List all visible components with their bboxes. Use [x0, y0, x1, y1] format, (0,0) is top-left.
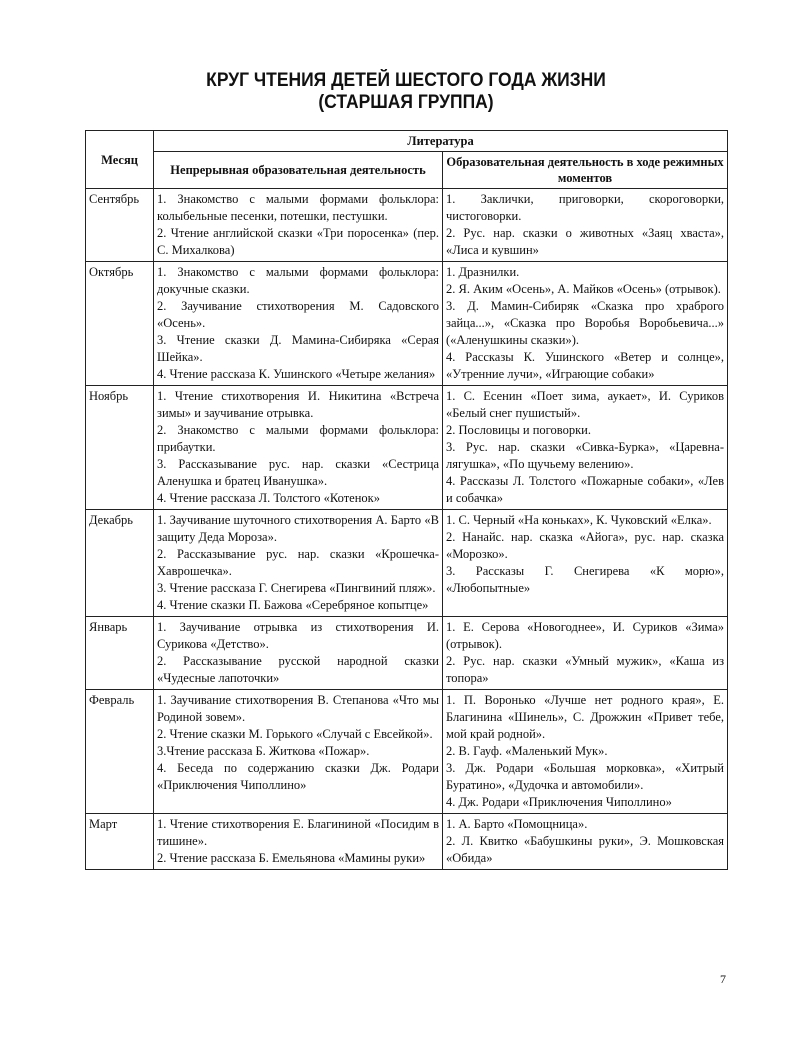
literature-item: 2. Пословицы и поговорки.: [446, 423, 591, 437]
table-row: [86, 386, 728, 510]
table-subheader-row: [86, 152, 728, 189]
table-body: [86, 189, 728, 870]
literature-item: 4. Рассказы Л. Толстого «Пожарные собаки», «Лев и собачка»: [446, 474, 725, 505]
literature-item: 1. Заучивание шуточного стихотворения А. Барто «В защиту Деда Мороза».: [157, 513, 439, 544]
routine-activity-cell: [443, 386, 728, 510]
page-title: [32, 70, 779, 114]
table-row: [86, 814, 728, 870]
literature-item: 1. Е. Серова «Новогоднее», И. Суриков «Зима» (отрывок).: [446, 620, 725, 651]
literature-item: 1. А. Барто «Помощница».: [446, 817, 588, 831]
literature-item: 3. Д. Мамин-Сибиряк «Сказка про храброго зайца...», «Сказка про Воробья Воробьевича...» («Аленушкины сказки»).: [446, 299, 725, 347]
literature-item: 1. Знакомство с малыми формами фольклора: докучные сказки.: [157, 265, 439, 296]
table-row: [86, 510, 728, 617]
literature-item: 2. Заучивание стихотворения М. Садовского «Осень».: [157, 299, 439, 330]
literature-item: 2. Рассказывание русской народной сказки «Чудесные лапоточки»: [157, 654, 439, 685]
literature-item: 2. Нанайс. нар. сказка «Айога», рус. нар. сказка «Морозко».: [446, 530, 725, 561]
literature-item: 2. Чтение английской сказки «Три поросенка» (пер. С. Михалкова): [157, 226, 439, 257]
literature-item: 2. Знакомство с малыми формами фольклора: прибаутки.: [157, 423, 439, 454]
routine-activity-cell: [443, 690, 728, 814]
literature-item: 2. Чтение сказки М. Горького «Случай с Евсейкой».: [157, 727, 433, 741]
reading-circle-table: [85, 130, 728, 870]
literature-item: 2. Рассказывание рус. нар. сказки «Крошечка-Хаврошечка».: [157, 547, 439, 578]
literature-item: 2. Я. Аким «Осень», А. Майков «Осень» (отрывок).: [446, 282, 721, 296]
literature-item: 3. Дж. Родари «Большая морковка», «Хитрый Буратино», «Дудочка и автомобили».: [446, 761, 725, 792]
month-cell: Ноябрь: [86, 386, 154, 510]
literature-item: 3. Чтение сказки Д. Мамина-Сибиряка «Серая Шейка».: [157, 333, 439, 364]
literature-item: 3.Чтение рассказа Б. Житкова «Пожар».: [157, 744, 370, 758]
continuous-activity-cell: [154, 189, 443, 262]
literature-item: 1. Чтение стихотворения Е. Благининой «Посидим в тишине».: [157, 817, 439, 848]
literature-item: 1. Заучивание отрывка из стихотворения И. Сурикова «Детство».: [157, 620, 439, 651]
literature-item: 2. Рус. нар. сказки «Умный мужик», «Каша из топора»: [446, 654, 725, 685]
header-month: Месяц: [86, 131, 154, 189]
routine-activity-cell: [443, 814, 728, 870]
continuous-activity-cell: [154, 386, 443, 510]
page-title-line-2: (СТАРШАЯ ГРУППА): [318, 92, 494, 113]
routine-activity-cell: [443, 189, 728, 262]
literature-item: 2. В. Гауф. «Маленький Мук».: [446, 744, 608, 758]
literature-item: 4. Рассказы К. Ушинского «Ветер и солнце», «Утренние лучи», «Играющие собаки»: [446, 350, 725, 381]
literature-item: 1. С. Черный «На коньках», К. Чуковский «Елка».: [446, 513, 712, 527]
table-row: [86, 189, 728, 262]
continuous-activity-cell: [154, 690, 443, 814]
continuous-activity-cell: [154, 262, 443, 386]
month-cell: Октябрь: [86, 262, 154, 386]
literature-item: 3. Рассказы Г. Снегирева «К морю», «Любопытные»: [446, 564, 725, 595]
literature-item: 1. Чтение стихотворения И. Никитина «Встреча зимы» и заучивание отрывка.: [157, 389, 439, 420]
table-row: [86, 262, 728, 386]
continuous-activity-cell: [154, 814, 443, 870]
literature-item: 4. Чтение сказки П. Бажова «Серебряное копытце»: [157, 598, 429, 612]
page-title-line-1: КРУГ ЧТЕНИЯ ДЕТЕЙ ШЕСТОГО ГОДА ЖИЗНИ: [206, 70, 606, 91]
literature-item: 3. Чтение рассказа Г. Снегирева «Пингвиний пляж».: [157, 581, 436, 595]
page-number: 7: [720, 972, 726, 986]
literature-item: 1. П. Воронько «Лучше нет родного края», Е. Благинина «Шинель», С. Дрожжин «Привет тебе, мой край родной».: [446, 693, 725, 741]
month-cell: Декабрь: [86, 510, 154, 617]
header-continuous-activity: Непрерывная образовательная деятельность: [154, 152, 443, 189]
continuous-activity-cell: [154, 510, 443, 617]
literature-item: 1. Заклички, приговорки, скороговорки, чистоговорки.: [446, 192, 725, 223]
literature-item: 3. Рассказывание рус. нар. сказки «Сестрица Аленушка и братец Иванушка».: [157, 457, 439, 488]
table-header-row: [86, 131, 728, 152]
routine-activity-cell: [443, 617, 728, 690]
literature-item: 1. С. Есенин «Поет зима, аукает», И. Суриков «Белый снег пушистый».: [446, 389, 725, 420]
month-cell: Февраль: [86, 690, 154, 814]
literature-item: 4. Чтение рассказа К. Ушинского «Четыре желания»: [157, 367, 436, 381]
header-routine-activity: Образовательная деятельность в ходе режимных моментов: [443, 152, 728, 189]
literature-item: 1. Знакомство с малыми формами фольклора: колыбельные песенки, потешки, пестушки.: [157, 192, 439, 223]
month-cell: Январь: [86, 617, 154, 690]
month-cell: Сентябрь: [86, 189, 154, 262]
literature-item: 2. Рус. нар. сказки о животных «Заяц хваста», «Лиса и кувшин»: [446, 226, 725, 257]
literature-item: 2. Л. Квитко «Бабушкины руки», Э. Мошковская «Обида»: [446, 834, 725, 865]
literature-item: 4. Дж. Родари «Приключения Чиполлино»: [446, 795, 672, 809]
literature-item: 1. Дразнилки.: [446, 265, 520, 279]
routine-activity-cell: [443, 510, 728, 617]
literature-item: 3. Рус. нар. сказки «Сивка-Бурка», «Царевна-лягушка», «По щучьему велению».: [446, 440, 725, 471]
literature-item: 1. Заучивание стихотворения В. Степанова «Что мы Родиной зовем».: [157, 693, 439, 724]
table-row: [86, 690, 728, 814]
literature-item: 4. Чтение рассказа Л. Толстого «Котенок»: [157, 491, 380, 505]
continuous-activity-cell: [154, 617, 443, 690]
table-row: [86, 617, 728, 690]
routine-activity-cell: [443, 262, 728, 386]
literature-item: 4. Беседа по содержанию сказки Дж. Родари «Приключения Чиполлино»: [157, 761, 439, 792]
header-literature: Литература: [154, 131, 728, 152]
literature-item: 2. Чтение рассказа Б. Емельянова «Мамины руки»: [157, 851, 426, 865]
month-cell: Март: [86, 814, 154, 870]
